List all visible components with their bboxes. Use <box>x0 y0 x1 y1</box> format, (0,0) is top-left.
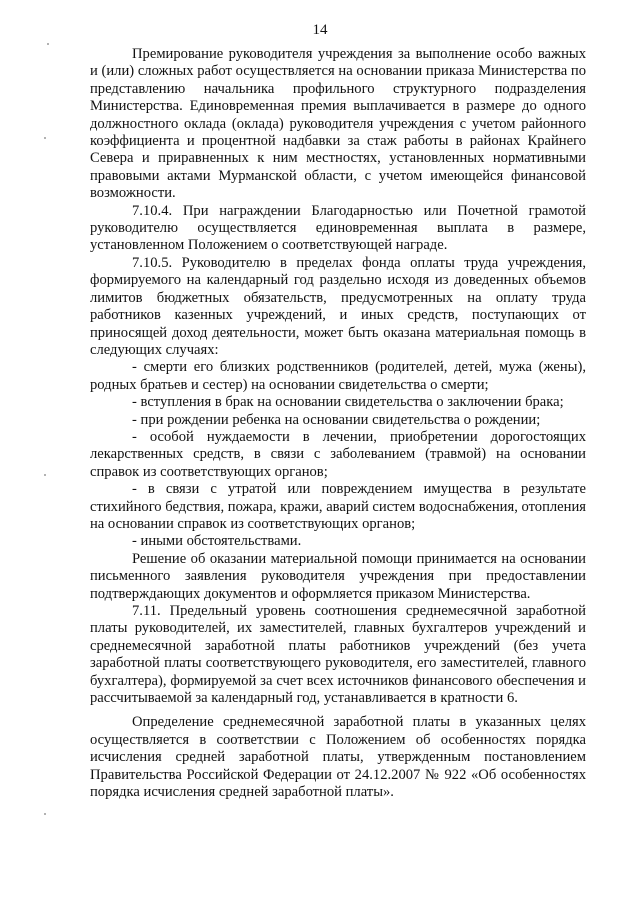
list-item-death-of-relatives: - смерти его близких родственников (родителей, детей, мужа (жены), родных братьев и сестер) на основании свидетельства о смерти; <box>90 359 586 393</box>
list-item-child-birth: - при рождении ребенка на основании свидетельства о рождении; <box>132 411 541 428</box>
margin-mark <box>47 43 49 45</box>
document-body <box>90 46 586 801</box>
list-item-property-loss: - в связи с утратой или повреждением имущества в результате стихийного бедствия, пожара, кражи, аварий систем водоснабжения, отопления на основании справок из соответствующих органов; <box>90 481 586 532</box>
page-number: 14 <box>312 22 328 38</box>
list-item-marriage: - вступления в брак на основании свидетельства о заключении брака; <box>132 394 564 411</box>
paragraph-bonus-special-work: Премирование руководителя учреждения за выполнение особо важных и (или) сложных работ осуществляется на основании приказа Министерства по представлению начальника профильного структурного подразделения Министерства. Единовременная премия выплачивается в размере до одного должностного оклада (оклада) руководителя учреждения с учетом районного коэффициента и процентной надбавки за стаж работы в районах Крайнего Севера и приравненных к ним местностях, установленных нормативными правовыми актами Мурманской области, с учетом имеющейся финансовой возможности. <box>90 46 586 202</box>
paragraph-7-10-4-award-payment: 7.10.4. При награждении Благодарностью или Почетной грамотой руководителю осуществляется единовременная выплата в размере, установленном Положением о соответствующей награде. <box>90 202 586 254</box>
list-item-other-circumstances: - иными обстоятельствами. <box>132 533 302 550</box>
paragraph-7-10-5-material-aid: 7.10.5. Руководителю в пределах фонда оплаты труда учреждения, формируемого на календарный год раздельно исходя из доведенных объемов лимитов бюджетных обязательств, предусмотренных на оплату труда работников казенных учреждений, и иных средств, поступающих от приносящей доход деятельности, может быть оказана материальная помощь в следующих случаях: <box>90 254 586 358</box>
margin-mark <box>44 137 46 139</box>
paragraph-7-11-salary-ratio: 7.11. Предельный уровень соотношения среднемесячной заработной платы руководителей, их заместителей, главных бухгалтеров учреждений и среднемесячной заработной платы работников учреждений (без учета заработной платы соответствующего руководителя, его заместителей, главного бухгалтера), формируемой за счет всех источников финансового обеспечения и рассчитываемой за календарный год, устанавливается в кратности 6. <box>90 603 586 707</box>
margin-mark <box>44 474 46 476</box>
paragraph-aid-decision: Решение об оказании материальной помощи принимается на основании письменного заявления руководителя учреждения при предоставлении подтверждающих документов и оформляется приказом Министерства. <box>90 550 586 602</box>
margin-mark <box>44 813 46 815</box>
paragraph-average-salary-definition: Определение среднемесячной заработной платы в указанных целях осуществляется в соответствии с Положением об особенностях порядка исчисления средней заработной платы, утвержденным постановлением Правительства Российской Федерации от 24.12.2007 № 922 «Об особенностях порядка исчисления средней заработной платы». <box>90 714 586 801</box>
list-item-medical-need: - особой нуждаемости в лечении, приобретении дорогостоящих лекарственных средств, в связи с заболеванием (травмой) на основании справок из соответствующих органов; <box>90 428 586 480</box>
